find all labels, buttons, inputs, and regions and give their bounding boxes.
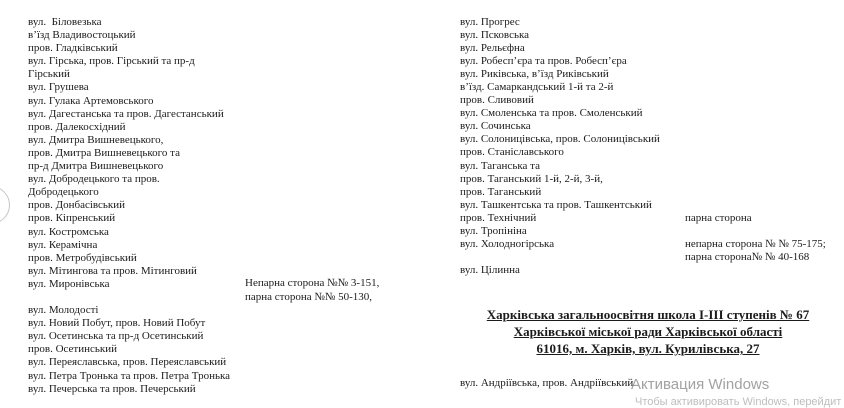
street-line: пров. Далекосхідний xyxy=(28,120,126,133)
street-line: пр-д Дмитра Вишневецького xyxy=(28,160,164,173)
street-line: пров. Метробудівський xyxy=(28,251,137,264)
edge-circle-icon xyxy=(0,186,10,224)
street-line: пров. Донбасівський xyxy=(28,199,126,212)
school-heading-line: Харківської міської ради Харківської області xyxy=(513,324,783,339)
street-line: Добродецького xyxy=(28,186,99,199)
street-line: вул. Сочинська xyxy=(460,120,531,133)
street-line: Гірський xyxy=(28,68,70,81)
street-line: вул. Риківська, в’їзд Риківський xyxy=(460,68,609,81)
note-line: непарна сторона № № 75-175; xyxy=(685,238,826,250)
street-line: пров. Дмитра Вишневецького та xyxy=(28,146,180,159)
watermark-subtitle: Чтобы активировать Windows, перейдит xyxy=(635,396,842,408)
street-line xyxy=(460,251,690,264)
street-line: вул. Біловезька xyxy=(28,16,102,28)
street-line: вул. Миронівська xyxy=(28,277,110,290)
street-list-right xyxy=(460,16,690,277)
street-line: в’їзд. Самаркандський 1-й та 2-й xyxy=(460,81,614,94)
street-line: вул. Робесп’єра та пров. Робесп’єра xyxy=(460,55,627,68)
street-line: вул. Керамічна xyxy=(28,238,98,251)
street-line: вул. Дмитра Вишневецького, xyxy=(28,133,164,146)
street-line: вул. Дагестанська та пров. Дагестанський xyxy=(28,107,224,120)
street-line: вул. Андріївська, пров. Андріївський xyxy=(460,377,634,389)
street-line: вул. Смоленська та пров. Смоленський xyxy=(460,107,643,120)
school-heading-line: Харківська загальноосвітня школа І-ІІІ ступенів № 67 xyxy=(486,307,810,322)
street-line: вул. Осетинська та пр-д Осетинський xyxy=(28,330,204,343)
school-heading xyxy=(452,306,844,357)
street-line: вул. Петра Тронька та пров. Петра Тронька xyxy=(28,369,231,382)
street-line: вул. Таганська та xyxy=(460,159,540,172)
watermark-title: Активация Windows xyxy=(631,376,770,393)
left-notes-block xyxy=(245,276,379,304)
street-line: пров. Таганський 1-й, 2-й, 3-й, xyxy=(460,172,603,185)
street-line: пров. Гладківський xyxy=(28,42,118,55)
street-line: вул. Ташкентська та пров. Ташкентський xyxy=(460,198,652,211)
street-line: пров. Станіславського xyxy=(460,146,564,159)
street-line: пров. Технічний xyxy=(460,211,537,224)
street-line: вул. Гірська, пров. Гірський та пр-д xyxy=(28,55,195,68)
street-line: вул. Грушева xyxy=(28,81,89,94)
note-line: парна сторона xyxy=(685,212,752,224)
note-line: парна сторона№ № 40-168 xyxy=(685,251,810,263)
street-line: вул. Солоницівська, пров. Солоницівський xyxy=(460,133,660,146)
street-line: вул. Псковська xyxy=(460,29,530,42)
street-line: вул. Печерська та пров. Печерський xyxy=(28,382,196,395)
street-line: вул. Добродецького та пров. xyxy=(28,173,160,186)
street-line: вул. Прогрес xyxy=(460,16,520,28)
street-line: вул. Костромська xyxy=(28,225,109,238)
street-list-left xyxy=(28,16,448,396)
street-line: вул. Цілинна xyxy=(460,263,520,276)
street-line: пров. Осетинський xyxy=(28,343,118,356)
street-line: вул. Гулака Артемовського xyxy=(28,94,154,107)
street-line: вул. Новий Побут, пров. Новий Побут xyxy=(28,317,206,330)
school-heading-line: 61016, м. Харків, вул. Курилівська, 27 xyxy=(536,341,760,356)
street-line: в’їзд Владивостоцький xyxy=(28,29,136,42)
street-line: вул. Рельєфна xyxy=(460,42,525,55)
street-line: пров. Таганський xyxy=(460,185,542,198)
street-line: вул. Молодості xyxy=(28,304,99,317)
street-line: пров. Кіпренський xyxy=(28,212,116,225)
street-line: вул. Тропініна xyxy=(460,224,527,237)
note-line: Непарна сторона №№ 3-151, xyxy=(245,277,380,289)
windows-activation-watermark xyxy=(631,376,841,408)
street-line: вул. Переяславська, пров. Переяславський xyxy=(28,356,227,369)
street-line xyxy=(28,291,448,304)
street-line: вул. Мітингова та пров. Мітинговий xyxy=(28,264,197,277)
street-line: вул. Холодногірська xyxy=(460,237,555,250)
note-line: парна сторона №№ 50-130, xyxy=(245,291,373,303)
street-line: пров. Сливовий xyxy=(460,94,534,107)
